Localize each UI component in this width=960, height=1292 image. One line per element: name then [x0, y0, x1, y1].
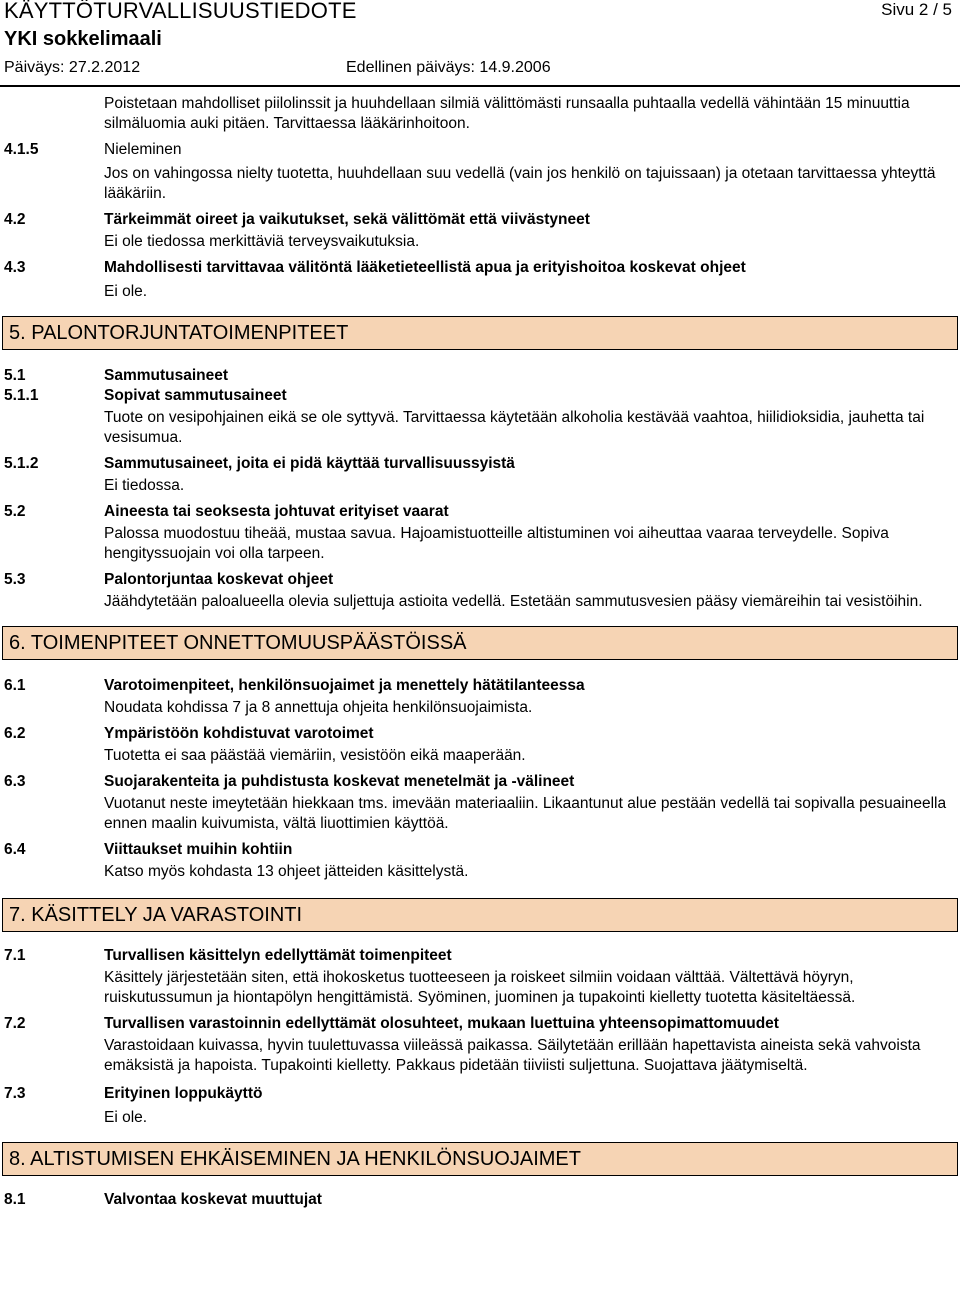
ingestion-text: Jos on vahingossa nielty tuotetta, huuhdellaan suu vedellä (vain jos henkilö on tajuissaan) ja otetaan tarvittaessa yhteyttä lääkäriin. [104, 165, 936, 202]
header-divider [0, 85, 960, 87]
subsection-title: Valvontaa koskevat muuttujat [104, 1191, 322, 1208]
section-heading-8: 8. ALTISTUMISEN EHKÄISEMINEN JA HENKILÖNSUOJAIMET [2, 1142, 958, 1176]
firefighting-advice-text: Jäähdytetään paloalueella olevia suljettuja astioita vedellä. Estetään sammutusvesien pääsy viemäreihin tai vesistöihin. [104, 593, 923, 610]
storage-text: Varastoidaan kuivassa, hyvin tuulettuvassa viileässä paikassa. Säilytetään erillään hapettavista aineista sekä vahvoista emäksistä ja hapoista. Tupakointi kielletty. Pakkaus pidetään tiiviisti suljettuna. Suojattava jäätymiseltä. [104, 1037, 921, 1074]
subsection-5-2 [0, 502, 960, 522]
suitable-media-text: Tuote on vesipohjainen eikä se ole syttyvä. Tarvittaessa käytetään alkoholia kestävää vaahtoa, hiilidioksidia, jauhetta tai vesisumua. [104, 409, 925, 446]
subsection-5-1 [0, 366, 960, 386]
document-title: KÄYTTÖTURVALLISUUSTIEDOTE [4, 0, 357, 23]
safe-handling-text: Käsittely järjestetään siten, että ihokosketus tuotteeseen ja roiskeet silmiin voidaan välttää. Vältettävä höyryn, ruiskutussumun ja hiontapölyn hengittämistä. Syöminen, juominen ja tupakointi kielletty tuotetta käsiteltäessä. [104, 969, 856, 1006]
subsection-title: Varotoimenpiteet, henkilönsuojaimet ja menettely hätätilanteessa [104, 677, 585, 694]
containment-text: Vuotanut neste imeytetään hiekkaan tms. imevään materiaaliin. Likaantunut alue pestään vedellä tai sopivalla pesuaineella ennen maalin kuivumista, vältä liuottimien käyttöä. [104, 795, 947, 832]
subsection-title: Nieleminen [104, 141, 182, 158]
subsection-title: Suojarakenteita ja puhdistusta koskevat menetelmät ja -välineet [104, 773, 575, 790]
subsection-title: Erityinen loppukäyttö [104, 1085, 263, 1102]
subsection-6-4 [0, 840, 960, 860]
subsection-number: 6.1 [4, 677, 26, 694]
page-number: Sivu 2 / 5 [881, 0, 952, 19]
subsection-number: 4.1.5 [4, 141, 39, 158]
subsection-title: Palontorjuntaa koskevat ohjeet [104, 571, 334, 588]
subsection-number: 5.1 [4, 367, 26, 384]
subsection-title: Tärkeimmät oireet ja vaikutukset, sekä välittömät että viivästyneet [104, 211, 590, 228]
unsuitable-media-text: Ei tiedossa. [104, 477, 185, 494]
symptoms-text: Ei ole tiedossa merkittäviä terveysvaikutuksia. [104, 233, 420, 250]
subsection-number: 8.1 [4, 1191, 26, 1208]
subsection-5-1-1 [0, 386, 960, 406]
subsection-number: 6.4 [4, 841, 26, 858]
subsection-number: 6.2 [4, 725, 26, 742]
subsection-title: Sopivat sammutusaineet [104, 387, 287, 404]
subsection-number: 4.3 [4, 259, 26, 276]
subsection-4-3 [0, 258, 960, 278]
subsection-8-1 [0, 1190, 960, 1210]
section-heading-6: 6. TOIMENPITEET ONNETTOMUUSPÄÄSTÖISSÄ [2, 626, 958, 660]
subsection-number: 7.2 [4, 1015, 26, 1032]
subsection-7-1 [0, 946, 960, 966]
references-text: Katso myös kohdasta 13 ohjeet jätteiden käsittelystä. [104, 863, 469, 880]
issue-date: Päiväys: 27.2.2012 [4, 59, 141, 76]
subsection-title: Mahdollisesti tarvittavaa välitöntä lääketieteellistä apua ja erityishoitoa koskevat ohjeet [104, 259, 746, 276]
medical-attention-text: Ei ole. [104, 283, 148, 300]
subsection-6-3 [0, 772, 960, 792]
subsection-title: Viittaukset muihin kohtiin [104, 841, 293, 858]
previous-date: Edellinen päiväys: 14.9.2006 [346, 59, 551, 76]
document-body [0, 94, 960, 1210]
subsection-title: Sammutusaineet [104, 367, 229, 384]
subsection-5-3 [0, 570, 960, 590]
subsection-4-2 [0, 210, 960, 230]
subsection-7-3 [0, 1084, 960, 1104]
subsection-number: 5.2 [4, 503, 26, 520]
subsection-title: Ympäristöön kohdistuvat varotoimet [104, 725, 374, 742]
product-name: YKI sokkelimaali [4, 28, 162, 50]
end-use-text: Ei ole. [104, 1109, 148, 1126]
environmental-precautions-text: Tuotetta ei saa päästää viemäriin, vesistöön eikä maaperään. [104, 747, 526, 764]
subsection-6-2 [0, 724, 960, 744]
subsection-number: 4.2 [4, 211, 26, 228]
subsection-4-1-5 [0, 140, 960, 160]
subsection-number: 6.3 [4, 773, 26, 790]
subsection-title: Aineesta tai seoksesta johtuvat erityiset vaarat [104, 503, 449, 520]
special-hazards-text: Palossa muodostuu tiheää, mustaa savua. Hajoamistuotteille altistuminen voi aiheuttaa vaaraa terveydelle. Sopiva hengityssuojain voi olla tarpeen. [104, 525, 889, 562]
subsection-7-2 [0, 1014, 960, 1034]
subsection-number: 5.1.2 [4, 455, 39, 472]
subsection-title: Turvallisen varastoinnin edellyttämät olosuhteet, mukaan luettuina yhteensopimattomuudet [104, 1015, 779, 1032]
subsection-number: 7.3 [4, 1085, 26, 1102]
section-heading-7: 7. KÄSITTELY JA VARASTOINTI [2, 898, 958, 932]
section-heading-5: 5. PALONTORJUNTATOIMENPITEET [2, 316, 958, 350]
eye-contact-text: Poistetaan mahdolliset piilolinssit ja huuhdellaan silmiä välittömästi runsaalla puhtaalla vedellä vähintään 15 minuuttia silmäluomia auki pitäen. Tarvittaessa lääkärinhoitoon. [104, 95, 910, 132]
personal-precautions-text: Noudata kohdissa 7 ja 8 annettuja ohjeita henkilönsuojaimista. [104, 699, 533, 716]
subsection-number: 5.1.1 [4, 387, 39, 404]
subsection-6-1 [0, 676, 960, 696]
subsection-number: 5.3 [4, 571, 26, 588]
subsection-number: 7.1 [4, 947, 26, 964]
subsection-title: Sammutusaineet, joita ei pidä käyttää turvallisuussyistä [104, 455, 515, 472]
subsection-5-1-2 [0, 454, 960, 474]
subsection-title: Turvallisen käsittelyn edellyttämät toimenpiteet [104, 947, 452, 964]
